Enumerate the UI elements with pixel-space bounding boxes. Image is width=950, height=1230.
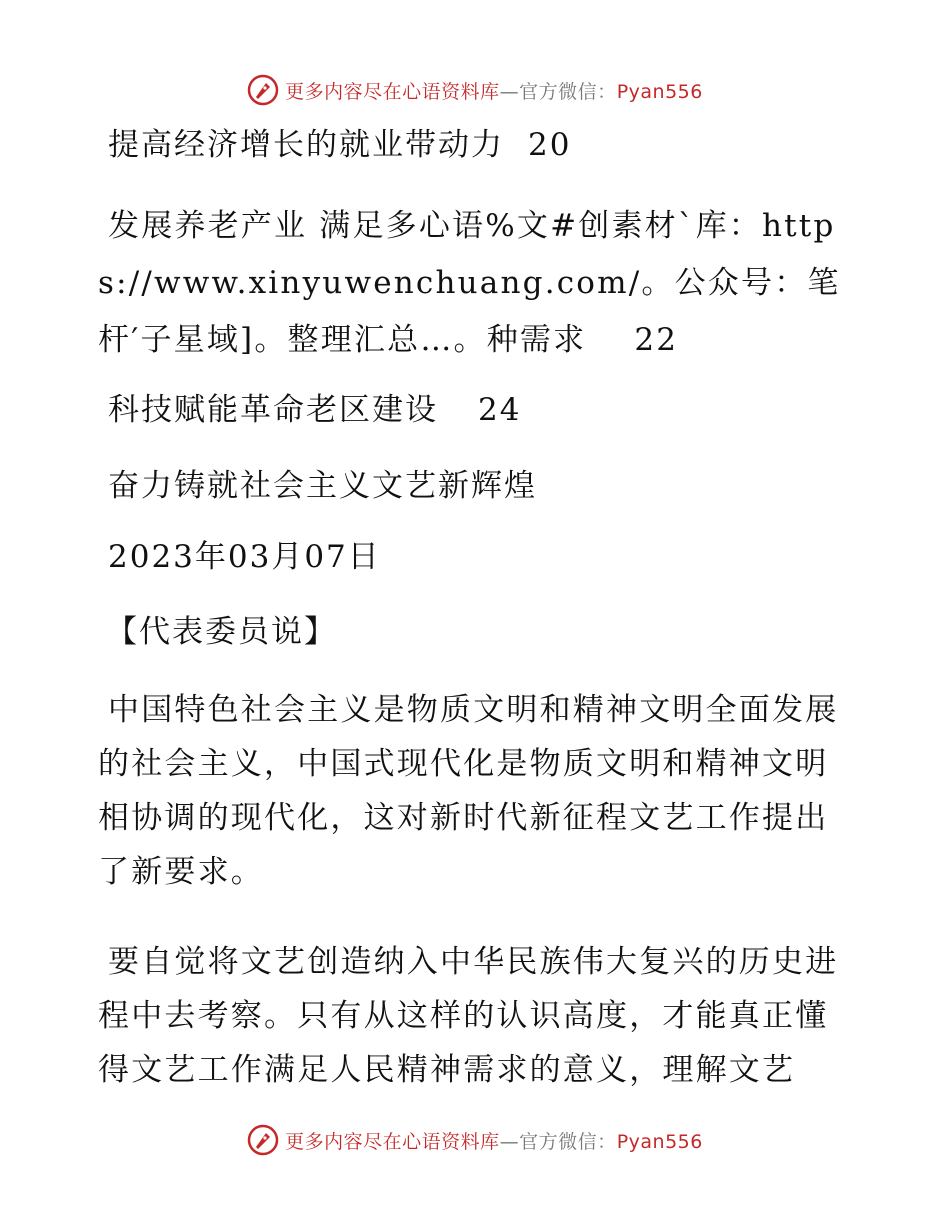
toc-entry bbox=[98, 390, 521, 430]
header-banner bbox=[0, 70, 950, 110]
header-banner-text: 更多内容尽在心语资料库—官方微信：Pyan556 bbox=[285, 80, 703, 103]
article-date: 2023年03月07日 bbox=[108, 539, 381, 575]
toc-entry-page: 20 bbox=[528, 127, 572, 163]
article-title: 奋力铸就社会主义文艺新辉煌 bbox=[108, 468, 537, 504]
toc-entry-page: 22 bbox=[634, 322, 679, 358]
article-paragraph: 要自觉将文艺创造纳入中华民族伟大复兴的历史进程中去考察。只有从这样的认识高度，才能真正懂得文艺工作满足人民精神需求的意义，理解文艺 bbox=[98, 944, 839, 1088]
toc-entry-title: 发展养老产业 满足多心语%文#创素材`库：https://www.xinyuwenchuang.com/。公众号：笔杆′子星域]。整理汇总…。种需求 bbox=[98, 208, 841, 358]
toc-entry bbox=[98, 198, 850, 369]
footer-banner bbox=[0, 1120, 950, 1160]
pen-nib-logo-icon bbox=[247, 74, 279, 106]
article-column: 【代表委员说】 bbox=[106, 614, 337, 650]
toc-entry-title: 提高经济增长的就业带动力 bbox=[108, 127, 504, 163]
pen-nib-logo-icon bbox=[247, 1124, 279, 1156]
toc-entry-title: 科技赋能革命老区建设 bbox=[108, 392, 438, 428]
footer-banner-text: 更多内容尽在心语资料库—官方微信：Pyan556 bbox=[285, 1130, 703, 1153]
toc-entry bbox=[98, 125, 571, 165]
article-paragraph: 中国特色社会主义是物质文明和精神文明全面发展的社会主义，中国式现代化是物质文明和精神文明相协调的现代化，这对新时代新征程文艺工作提出了新要求。 bbox=[98, 692, 839, 890]
toc-entry-page: 24 bbox=[478, 392, 522, 428]
